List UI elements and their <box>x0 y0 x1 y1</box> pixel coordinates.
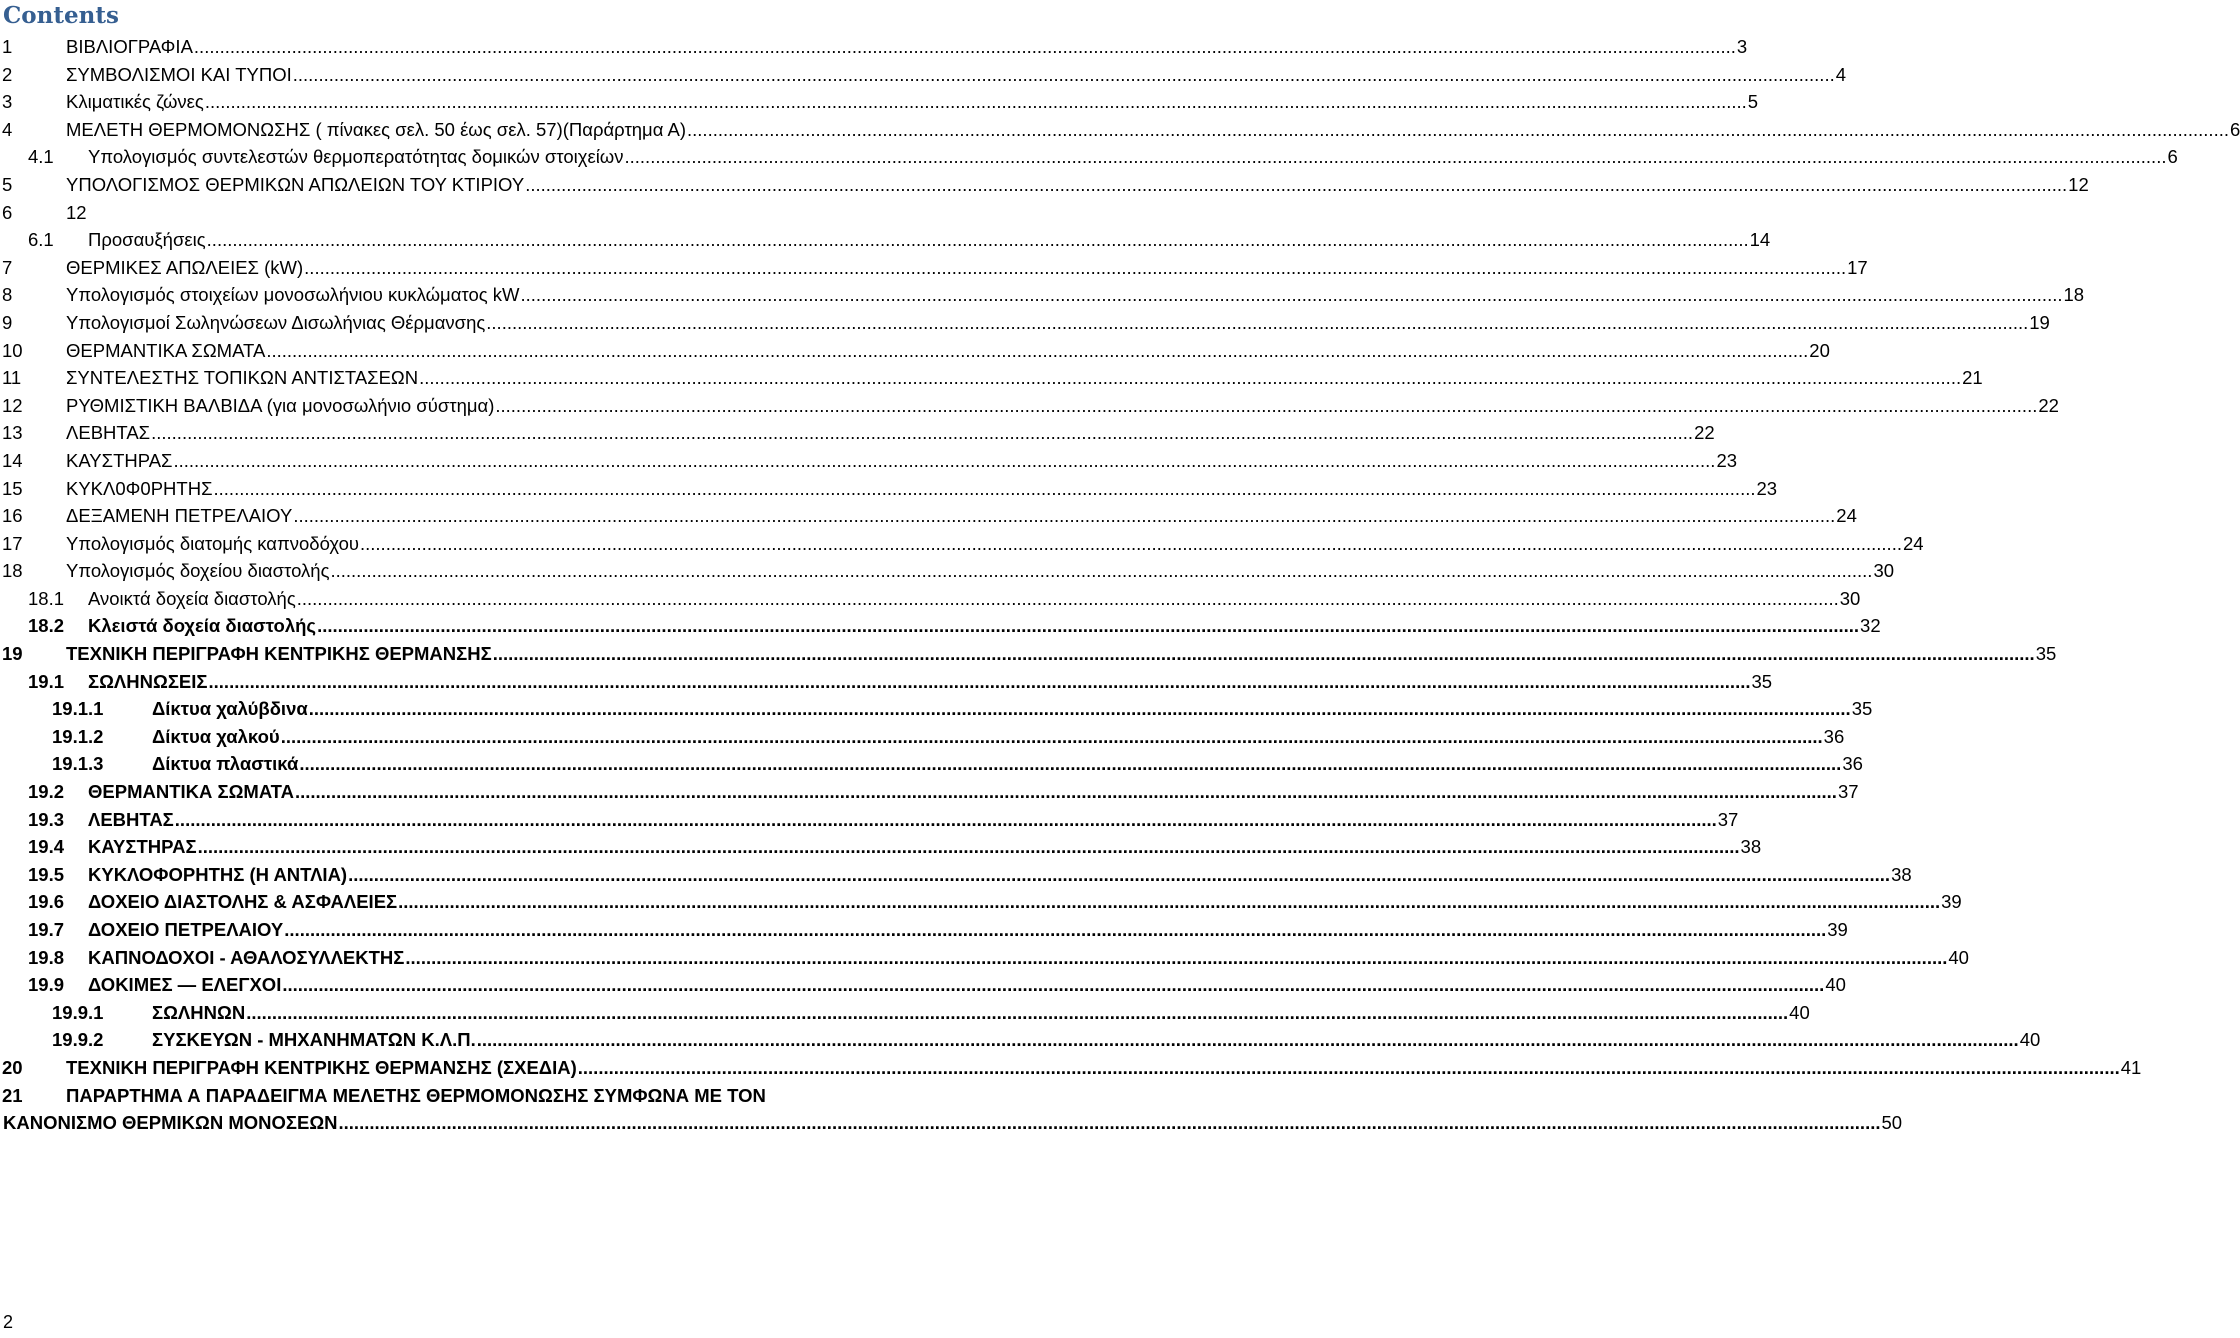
toc-entry-page: 32 <box>1860 615 1881 637</box>
toc-entry-page: 40 <box>1789 1001 1810 1023</box>
toc-entry-page: 50 <box>1881 1112 1903 1134</box>
toc-entry-number: 18.1 <box>28 587 65 609</box>
toc-entry-page: 5 <box>1747 91 1759 113</box>
toc-entry[interactable] <box>0 612 1881 640</box>
toc-entry-number: 8 <box>2 284 13 306</box>
toc-entry-number: 16 <box>2 505 23 527</box>
toc-entry-title: ΣΥΣΚΕΥΩΝ - ΜΗΧΑΝΗΜΑΤΩΝ Κ.Λ.Π. <box>152 1029 476 1051</box>
toc-entry[interactable] <box>0 116 2240 144</box>
toc-entry[interactable] <box>0 392 2059 420</box>
toc-entry-title: ΤΕΧΝΙΚΗ ΠΕΡΙΓΡΑΦΗ ΚΕΝΤΡΙΚΗΣ ΘΕΡΜΑΝΣΗΣ (ΣΧΕΔΙΑ) <box>66 1056 577 1078</box>
toc-entry[interactable] <box>0 143 2178 171</box>
toc-entry-page: 37 <box>1837 781 1859 803</box>
toc-entry-page: 24 <box>1836 505 1857 527</box>
toc-entry-number: 7 <box>2 256 13 278</box>
toc-entry-number: 18.2 <box>28 615 65 637</box>
toc-entry-page: 38 <box>1740 836 1762 858</box>
toc-leader-dots: ............................................................................................................................................................................................................................................................................................................ <box>577 1056 2120 1078</box>
toc-leader-dots: ............................................................................................................................................................................................................................................................................................................ <box>208 670 1751 692</box>
toc-leader-dots: ............................................................................................................................................................................................................................................................................................................ <box>206 229 1749 251</box>
toc-leader-dots: ............................................................................................................................................................................................................................................................................................................ <box>495 394 2038 416</box>
toc-entry-title: ΚΑΝΟΝΙΣΜΟ ΘΕΡΜΙΚΩΝ ΜΟΝΟΣΕΩΝ <box>3 1112 338 1134</box>
toc-entry-title: 12 <box>66 201 87 223</box>
toc-leader-dots: ............................................................................................................................................................................................................................................................................................................ <box>292 63 1835 85</box>
toc-entry-title: Προσαυξήσεις <box>88 229 206 251</box>
toc-entry-page: 18 <box>2063 284 2085 306</box>
toc-heading: Contents <box>3 2 119 29</box>
toc-entry-number: 19.1.2 <box>52 725 104 747</box>
toc-leader-dots: ............................................................................................................................................................................................................................................................................................................ <box>476 1029 2019 1051</box>
toc-leader-dots: ............................................................................................................................................................................................................................................................................................................ <box>419 367 1962 389</box>
toc-leader-dots: ............................................................................................................................................................................................................................................................................................................ <box>492 643 2035 665</box>
toc-entry-number: 4.1 <box>28 146 54 168</box>
toc-entry[interactable] <box>0 502 1857 530</box>
toc-entry-number: 19.8 <box>28 946 65 968</box>
toc-entry-title: Δίκτυα χαλύβδινα <box>152 698 308 720</box>
toc-entry[interactable] <box>0 199 960 227</box>
toc-entry[interactable] <box>0 668 1773 696</box>
toc-entry-title: ΘΕΡΜΑΝΤΙΚΑ ΣΩΜΑΤΑ <box>88 781 294 803</box>
toc-leader-dots: ............................................................................................................................................................................................................................................................................................................ <box>193 36 1736 57</box>
toc-leader-dots: ............................................................................................................................................................................................................................................................................................................ <box>330 560 1873 582</box>
toc-entry-title: Κλειστά δοχεία διαστολής <box>88 615 317 637</box>
toc-entry-page: 3 <box>1736 36 1748 57</box>
toc-leader-dots: ............................................................................................................................................................................................................................................................................................................ <box>525 173 2068 195</box>
toc-entry-page: 40 <box>1825 974 1846 996</box>
toc-entry-page: 23 <box>1756 477 1778 499</box>
toc-entry-title: ΣΥΝΤΕΛΕΣΤΗΣ ΤΟΠΙΚΩΝ ΑΝΤΙΣΤΑΣΕΩΝ <box>66 367 419 389</box>
toc-entry-title: Υπολογισμός στοιχείων μονοσωλήνιου κυκλώματος kW <box>66 284 520 306</box>
toc-entry-page: 35 <box>1851 698 1873 720</box>
toc-entry-page: 20 <box>1809 339 1830 361</box>
toc-entry[interactable] <box>0 750 1863 778</box>
toc-leader-dots: ............................................................................................................................................................................................................................................................................................................ <box>173 449 1716 471</box>
toc-entry-page: 40 <box>2019 1029 2041 1051</box>
toc-entry[interactable] <box>0 419 1715 447</box>
toc-leader-dots: ............................................................................................................................................................................................................................................................................................................ <box>296 587 1839 609</box>
toc-entry-number: 19.1 <box>28 670 65 692</box>
toc-leader-dots: ............................................................................................................................................................................................................................................................................................................ <box>486 311 2029 333</box>
toc-leader-dots: ............................................................................................................................................................................................................................................................................................................ <box>304 256 1847 278</box>
toc-entry[interactable] <box>0 88 1759 116</box>
toc-entry-number: 21 <box>2 1084 23 1106</box>
toc-leader-dots: ............................................................................................................................................................................................................................................................................................................ <box>308 698 1851 720</box>
toc-entry-title: ΔΟΧΕΙΟ ΠΕΤΡΕΛΑΙΟΥ <box>88 919 284 940</box>
toc-entry[interactable] <box>0 33 1748 61</box>
toc-entry-page: 39 <box>1941 891 1962 913</box>
toc-entry-page: 36 <box>1823 725 1845 747</box>
toc-entry-title: Δίκτυα πλαστικά <box>152 753 299 775</box>
toc-entry-title: ΥΠΟΛΟΓΙΣΜΟΣ ΘΕΡΜΙΚΩΝ ΑΠΩΛΕΙΩΝ ΤΟΥ ΚΤΙΡΙΟΥ <box>66 173 525 195</box>
toc-leader-dots: ............................................................................................................................................................................................................................................................................................................ <box>398 891 1941 913</box>
toc-entry[interactable] <box>0 695 1873 723</box>
toc-entry-title: Υπολογισμός διατομής καπνοδόχου <box>66 532 359 554</box>
toc-entry-title: ΡΥΘΜΙΣΤΙΚΗ ΒΑΛΒΙΔΑ (για μονοσωλήνιο σύστημα) <box>66 394 495 416</box>
toc-entry-number: 5 <box>2 173 13 195</box>
toc-entry[interactable] <box>0 309 2050 337</box>
toc-entry[interactable] <box>0 61 1847 89</box>
toc-entry-page: 41 <box>2120 1056 2142 1078</box>
toc-entry-title: ΠΑΡΑΡΤΗΜΑ Α ΠΑΡΑΔΕΙΓΜΑ ΜΕΛΕΤΗΣ ΘΕΡΜΟΜΟΝΩΣΗΣ ΣΥΜΦΩΝΑ ΜΕ ΤΟΝ <box>66 1084 766 1106</box>
toc-entry-title: Ανοικτά δοχεία διαστολής <box>88 587 296 609</box>
toc-entry-page: 36 <box>1842 753 1863 775</box>
toc-entry-page: 6 <box>2229 118 2240 140</box>
toc-entry[interactable] <box>0 475 1778 503</box>
toc-entry-title: ΒΙΒΛΙΟΓΡΑΦΙΑ <box>66 36 193 57</box>
toc-entry-page: 14 <box>1749 229 1771 251</box>
toc-entry[interactable] <box>0 944 1969 972</box>
toc-entry[interactable] <box>0 916 1848 944</box>
toc-entry-title: ΚΥΚΛΟΦΟΡΗΤΗΣ (Η ΑΝΤΛΙΑ) <box>88 863 348 885</box>
toc-entry-title: Υπολογισμοί Σωληνώσεων Δισωλήνιας Θέρμανσης <box>66 311 486 333</box>
toc-leader-dots: ............................................................................................................................................................................................................................................................................................................ <box>294 781 1837 803</box>
toc-entry-number: 6.1 <box>28 229 54 251</box>
toc-leader-dots: ............................................................................................................................................................................................................................................................................................................ <box>299 753 1842 775</box>
toc-entry-number: 19.7 <box>28 919 65 940</box>
toc-entry-title: Κλιματικές ζώνες <box>66 91 204 113</box>
toc-entry-page: 22 <box>1694 422 1715 444</box>
toc-entry[interactable] <box>0 1082 960 1110</box>
toc-entry-number: 19 <box>2 643 23 665</box>
toc-leader-dots: ............................................................................................................................................................................................................................................................................................................ <box>246 1001 1789 1023</box>
toc-leader-dots: ............................................................................................................................................................................................................................................................................................................ <box>284 919 1827 940</box>
toc-entry-page: 22 <box>2038 394 2059 416</box>
toc-entry-number: 6 <box>2 201 13 223</box>
toc-entry-number: 19.9.2 <box>52 1029 104 1051</box>
toc-entry-title: Δίκτυα χαλκού <box>152 725 280 747</box>
toc-leader-dots: ............................................................................................................................................................................................................................................................................................................ <box>204 91 1747 113</box>
toc-entry-page: 35 <box>2035 643 2057 665</box>
toc-entry-title: ΘΕΡΜΙΚΕΣ ΑΠΩΛΕΙΕΣ (kW) <box>66 256 304 278</box>
toc-entry-page: 35 <box>1751 670 1773 692</box>
toc-entry[interactable] <box>0 999 1810 1027</box>
toc-entry-title: ΔΟΧΕΙΟ ΔΙΑΣΤΟΛΗΣ & ΑΣΦΑΛΕΙΕΣ <box>88 891 398 913</box>
toc-leader-dots: ............................................................................................................................................................................................................................................................................................................ <box>174 808 1717 830</box>
toc-entry[interactable] <box>0 254 1868 282</box>
toc-entry-number: 2 <box>2 63 13 85</box>
toc-leader-dots: ............................................................................................................................................................................................................................................................................................................ <box>266 339 1809 361</box>
toc-entry-page: 30 <box>1873 560 1895 582</box>
toc-entry-number: 19.1.1 <box>52 698 104 720</box>
toc-entry-number: 19.5 <box>28 863 65 885</box>
toc-entry-number: 19.9 <box>28 974 65 996</box>
toc-leader-dots: ............................................................................................................................................................................................................................................................................................................ <box>151 422 1694 444</box>
toc-entry-number: 10 <box>2 339 23 361</box>
toc-entry-number: 19.2 <box>28 781 65 803</box>
toc-entry[interactable] <box>0 171 2089 199</box>
toc-entry-page: 40 <box>1948 946 1969 968</box>
toc-entry-number: 1 <box>2 36 13 57</box>
toc-entry-title: ΤΕΧΝΙΚΗ ΠΕΡΙΓΡΑΦΗ ΚΕΝΤΡΙΚΗΣ ΘΕΡΜΑΝΣΗΣ <box>66 643 492 665</box>
toc-entry-page: 30 <box>1839 587 1861 609</box>
toc-entry[interactable] <box>0 723 1845 751</box>
toc-entry[interactable] <box>0 888 1962 916</box>
toc-entry[interactable] <box>0 971 1846 999</box>
toc-entry[interactable] <box>0 806 1739 834</box>
toc-entry[interactable] <box>0 337 1830 365</box>
toc-entry-title: Υπολογισμός συντελεστών θερμοπερατότητας δομικών στοιχείων <box>88 146 624 168</box>
toc-leader-dots: ............................................................................................................................................................................................................................................................................................................ <box>624 146 2167 168</box>
toc-entry[interactable] <box>0 640 2057 668</box>
toc-entry-page: 38 <box>1891 863 1912 885</box>
toc-entry[interactable] <box>0 226 1771 254</box>
toc-leader-dots: ............................................................................................................................................................................................................................................................................................................ <box>213 477 1756 499</box>
toc-entry-title: ΔΟΚΙΜΕΣ — ΕΛΕΓΧΟΙ <box>88 974 282 996</box>
toc-entry[interactable] <box>0 861 1912 889</box>
toc-entry-page: 19 <box>2029 311 2050 333</box>
toc-entry-title: ΚΑΠΝΟΔΟΧΟΙ - ΑΘΑΛΟΣΥΛΛΕΚΤΗΣ <box>88 946 405 968</box>
toc-leader-dots: ............................................................................................................................................................................................................................................................................................................ <box>360 532 1902 554</box>
toc-entry[interactable] <box>0 281 2085 309</box>
toc-entry-number: 19.9.1 <box>52 1001 104 1023</box>
toc-entry[interactable] <box>0 833 1762 861</box>
toc-entry-number: 11 <box>2 367 22 389</box>
toc-entry[interactable] <box>0 1109 1903 1137</box>
toc-entry[interactable] <box>0 585 1861 613</box>
toc-entry-title: ΜΕΛΕΤΗ ΘΕΡΜΟΜΟΝΩΣΗΣ ( πίνακες σελ. 50 έως σελ. 57)(Παράρτημα Α) <box>66 118 687 140</box>
toc-entry-number: 14 <box>2 449 23 471</box>
toc-entry-number: 4 <box>2 118 13 140</box>
toc-entry-number: 18 <box>2 560 23 582</box>
toc-leader-dots: ............................................................................................................................................................................................................................................................................................................ <box>282 974 1825 996</box>
toc-entry-number: 9 <box>2 311 13 333</box>
toc-entry-page: 4 <box>1835 63 1847 85</box>
page-number: 2 <box>3 1312 14 1332</box>
toc-entry-page: 21 <box>1962 367 1983 389</box>
toc-entry-number: 19.6 <box>28 891 65 913</box>
toc-entry-number: 13 <box>2 422 23 444</box>
toc-leader-dots: ............................................................................................................................................................................................................................................................................................................ <box>317 615 1860 637</box>
toc-leader-dots: ............................................................................................................................................................................................................................................................................................................ <box>280 725 1823 747</box>
toc-entry-title: ΣΩΛΗΝΩΣΕΙΣ <box>88 670 208 692</box>
toc-entry-page: 23 <box>1716 449 1738 471</box>
toc-entry[interactable] <box>0 1054 2142 1082</box>
toc-entry[interactable] <box>0 557 1895 585</box>
toc-entry-title: ΚΥΚΛ0Φ0ΡΗΤΗΣ <box>66 477 213 499</box>
toc-entry[interactable] <box>0 447 1738 475</box>
toc-entry-title: ΣΥΜΒΟΛΙΣΜΟΙ ΚΑΙ ΤΥΠΟΙ <box>66 63 292 85</box>
toc-entry-page: 12 <box>2068 173 2089 195</box>
toc-entry-title: ΚΑΥΣΤΗΡΑΣ <box>66 449 173 471</box>
toc-entry-title: ΚΑΥΣΤΗΡΑΣ <box>88 836 197 858</box>
toc-entry-title: ΣΩΛΗΝΩΝ <box>152 1001 246 1023</box>
toc-entry-number: 12 <box>2 394 23 416</box>
toc-entry-number: 20 <box>2 1056 23 1078</box>
toc-leader-dots: ............................................................................................................................................................................................................................................................................................................ <box>520 284 2063 306</box>
toc-entry[interactable] <box>0 778 1859 806</box>
toc-entry-page: 17 <box>1847 256 1868 278</box>
toc-entry[interactable] <box>0 364 1983 392</box>
toc-entry-number: 19.4 <box>28 836 65 858</box>
toc-entry-title: ΔΕΞΑΜΕΝΗ ΠΕΤΡΕΛΑΙΟΥ <box>66 505 293 527</box>
toc-entry-title: ΘΕΡΜΑΝΤΙΚΑ ΣΩΜΑΤΑ <box>66 339 266 361</box>
toc-entry-page: 24 <box>1902 532 1924 554</box>
toc-entry-number: 19.1.3 <box>52 753 104 775</box>
toc-leader-dots: ............................................................................................................................................................................................................................................................................................................ <box>197 836 1740 858</box>
toc-leader-dots: ............................................................................................................................................................................................................................................................................................................ <box>405 946 1948 968</box>
toc-leader-dots: ............................................................................................................................................................................................................................................................................................................ <box>348 863 1891 885</box>
toc-entry-title: ΛΕΒΗΤΑΣ <box>66 422 151 444</box>
toc-entry-number: 3 <box>2 91 13 113</box>
table-of-contents <box>0 33 2240 1137</box>
toc-leader-dots: ............................................................................................................................................................................................................................................................................................................ <box>293 505 1836 527</box>
toc-entry-number: 15 <box>2 477 23 499</box>
toc-entry-page: 39 <box>1827 919 1848 940</box>
toc-entry-page: 6 <box>2167 146 2178 168</box>
toc-entry-title: ΛΕΒΗΤΑΣ <box>88 808 174 830</box>
toc-entry-number: 19.3 <box>28 808 65 830</box>
toc-entry-number: 17 <box>2 532 23 554</box>
toc-leader-dots: ............................................................................................................................................................................................................................................................................................................ <box>687 118 2229 140</box>
toc-entry[interactable] <box>0 1026 2041 1054</box>
toc-leader-dots: ............................................................................................................................................................................................................................................................................................................ <box>338 1112 1881 1134</box>
toc-entry[interactable] <box>0 530 1924 558</box>
toc-entry-page: 37 <box>1717 808 1739 830</box>
toc-entry-title: Υπολογισμός δοχείου διαστολής <box>66 560 330 582</box>
